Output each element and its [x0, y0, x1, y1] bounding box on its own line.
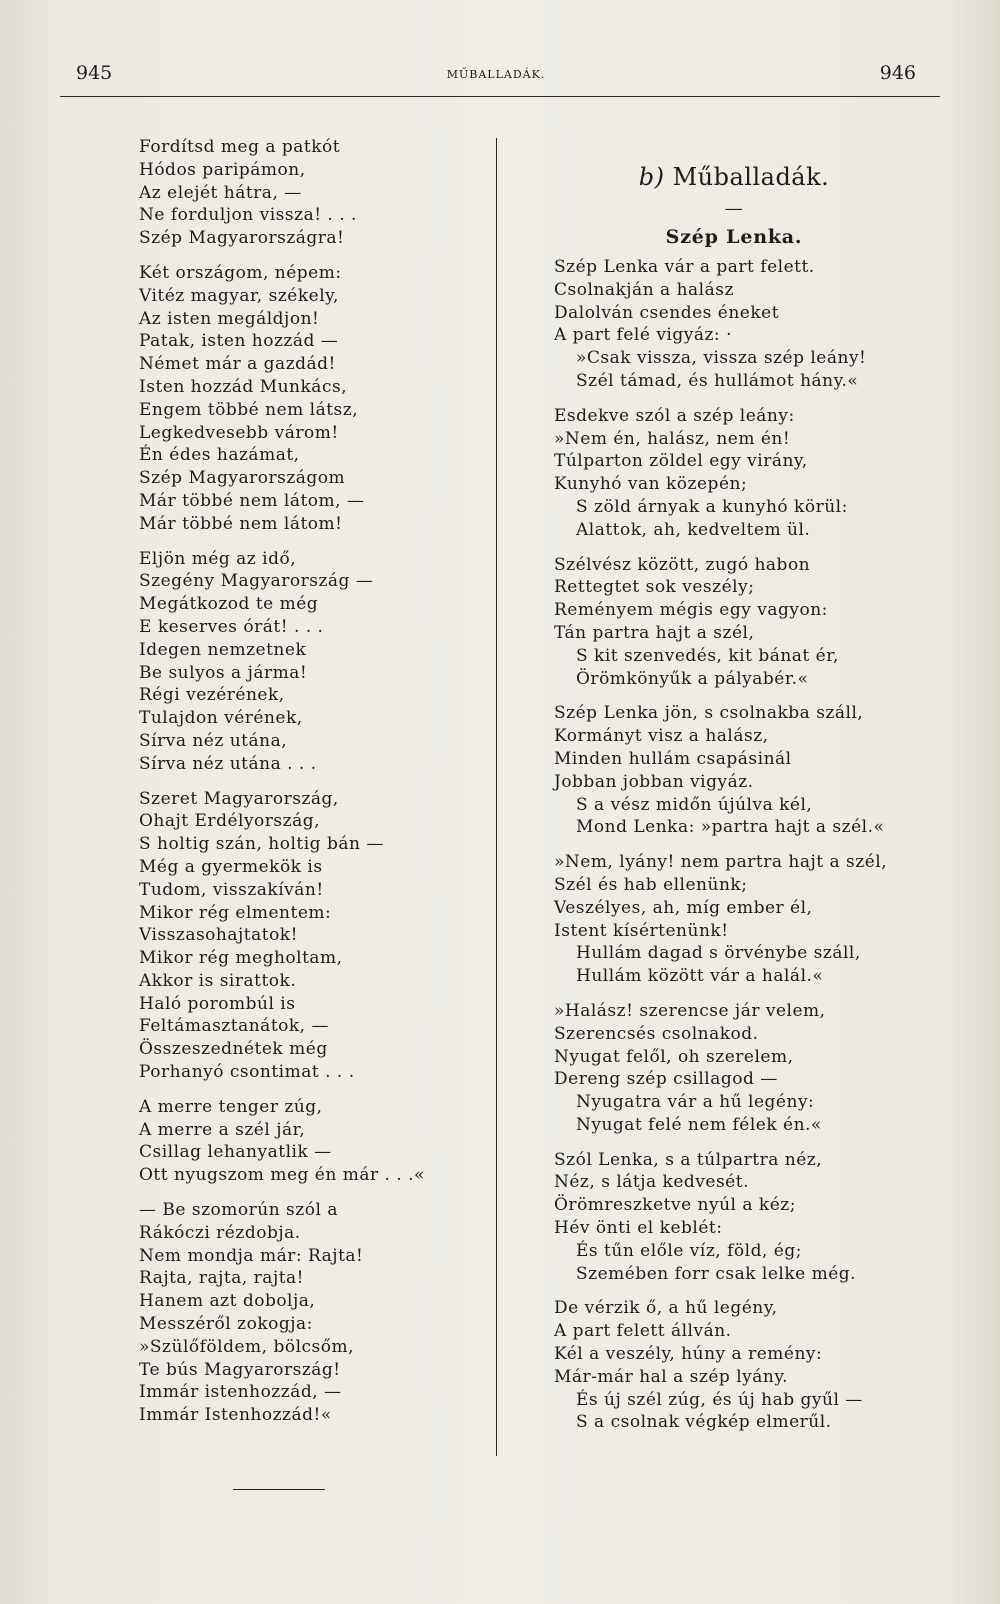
stanza: [554, 1000, 914, 1137]
verse-line: Akkor is sirattok.: [139, 970, 297, 991]
header-rule: [60, 96, 940, 97]
poem-body: [554, 256, 914, 1434]
verse-line: Alattok, ah, kedveltem ül.: [576, 519, 811, 540]
title-dash: —: [724, 198, 744, 219]
verse-line: »Halász! szerencse jár velem,: [554, 1000, 826, 1021]
stanza-gap: [139, 1084, 484, 1096]
verse-line: E keserves órát! . . .: [139, 616, 324, 637]
verse-line: Régi vezérének,: [139, 685, 285, 706]
stanza: [554, 405, 914, 542]
verse-line: Mikor rég elmentem:: [139, 902, 332, 923]
verse-line: Dereng szép csillagod —: [554, 1069, 778, 1090]
verse-line: Hév önti el keblét:: [554, 1218, 723, 1239]
verse-line: Nem mondja már: Rajta!: [139, 1245, 364, 1266]
poem-end-rule: [233, 1489, 325, 1490]
verse-line: Néz, s látja kedvesét.: [554, 1172, 749, 1193]
verse-line: Már többé nem látom, —: [139, 490, 365, 511]
verse-line: Sírva néz utána . . .: [139, 753, 317, 774]
verse-line: Kunyhó van közepén;: [554, 474, 748, 495]
stanza: [139, 1199, 484, 1427]
verse-line: Patak, isten hozzád —: [139, 331, 339, 352]
verse-line: Nyugatra vár a hű legény:: [576, 1092, 815, 1113]
verse-line: Dalolván csendes éneket: [554, 302, 780, 323]
verse-line: Az elejét hátra, —: [139, 182, 302, 203]
verse-line: Minden hullám csapásinál: [554, 748, 792, 769]
verse-line: S holtig szán, holtig bán —: [139, 834, 384, 855]
verse-line: Csillag lehanyatlik —: [139, 1142, 332, 1163]
verse-line: A part felé vigyáz: ·: [554, 325, 732, 346]
verse-line: Feltámasztanátok, —: [139, 1016, 329, 1037]
verse-line: — Be szomorún szól a: [139, 1200, 338, 1221]
verse-line: A merre a szél jár,: [139, 1119, 306, 1140]
verse-line: Legkedvesebb várom!: [139, 422, 339, 443]
verse-line: Hódos paripámon,: [139, 159, 306, 180]
verse-line: Szép Lenka vár a part felett.: [554, 257, 815, 277]
section-title: Műballadák.: [672, 163, 830, 191]
verse-line: Hullám dagad s örvénybe száll,: [576, 943, 861, 964]
verse-line: Jobban jobban vigyáz.: [554, 771, 754, 792]
section-label: b): [638, 163, 665, 191]
verse-line: Két országom, népem:: [139, 262, 342, 283]
stanza-gap: [554, 1285, 914, 1297]
poem-title: Szép Lenka.: [665, 226, 803, 248]
stanza: [139, 136, 484, 250]
verse-line: Rákóczi rézdobja.: [139, 1222, 301, 1243]
stanza: [554, 702, 914, 839]
verse-line: És tűn előle víz, föld, ég;: [576, 1240, 802, 1261]
verse-line: Nyugat felé nem félek én.«: [576, 1114, 822, 1135]
verse-line: Én édes hazámat,: [139, 445, 300, 466]
verse-line: Szeret Magyarország,: [139, 788, 339, 809]
stanza-gap: [139, 536, 484, 548]
stanza: [554, 1297, 914, 1434]
verse-line: Szép Magyarországra!: [139, 228, 345, 249]
stanza-gap: [554, 542, 914, 554]
verse-line: A part felett állván.: [554, 1321, 732, 1342]
verse-line: Sírva néz utána,: [139, 730, 288, 751]
verse-line: Még a gyermekök is: [139, 856, 323, 877]
verse-line: És új szél zúg, és új hab gyűl —: [576, 1389, 863, 1410]
verse-line: Szemében forr csak lelke még.: [576, 1263, 857, 1284]
verse-line: Túlparton zöldel egy virány,: [554, 451, 808, 472]
verse-line: Ohajt Erdélyország,: [139, 811, 321, 832]
verse-line: Kormányt visz a halász,: [554, 726, 769, 747]
verse-line: S a csolnak végkép elmerűl.: [576, 1412, 832, 1433]
verse-line: Szól Lenka, s a túlpartra néz,: [554, 1149, 823, 1170]
verse-line: Hanem azt dobolja,: [139, 1291, 316, 1312]
verse-line: »Csak vissza, vissza szép leány!: [576, 348, 867, 369]
verse-line: Örömkönyűk a pályabér.«: [576, 668, 809, 689]
stanza: [139, 788, 484, 1084]
verse-line: Rajta, rajta, rajta!: [139, 1268, 305, 1289]
verse-line: Szél támad, és hullámot hány.«: [576, 370, 859, 391]
stanza-gap: [554, 988, 914, 1000]
verse-line: Kél a veszély, húny a remény:: [554, 1344, 823, 1365]
stanza: [554, 554, 914, 691]
verse-line: Messzéről zokogja:: [139, 1314, 313, 1335]
verse-line: Idegen nemzetnek: [139, 639, 307, 660]
stanza-gap: [554, 839, 914, 851]
page-number-left: 945: [76, 62, 113, 84]
verse-line: De vérzik ő, a hű legény,: [554, 1298, 778, 1319]
stanza: [139, 1096, 484, 1187]
verse-line: Tán partra hajt a szél,: [554, 622, 755, 643]
verse-line: Mikor rég megholtam,: [139, 948, 343, 969]
verse-line: Haló porombúl is: [139, 993, 296, 1014]
verse-line: Immár istenhozzád, —: [139, 1382, 342, 1403]
verse-line: Vitéz magyar, székely,: [139, 285, 339, 306]
verse-line: Be sulyos a járma!: [139, 662, 308, 683]
verse-line: Szép Magyarországom: [139, 468, 346, 489]
verse-line: Már-már hal a szép lyány.: [554, 1366, 789, 1387]
verse-line: »Szülőföldem, bölcsőm,: [139, 1336, 355, 1357]
verse-line: Fordítsd meg a patkót: [139, 137, 341, 157]
verse-line: Eljön még az idő,: [139, 548, 297, 569]
verse-line: Istent kísértenünk!: [554, 920, 729, 941]
stanza-gap: [554, 393, 914, 405]
verse-line: Ne forduljon vissza! . . .: [139, 205, 357, 226]
left-column: [139, 136, 484, 1427]
verse-line: Isten hozzád Munkács,: [139, 376, 348, 397]
verse-line: Te bús Magyarország!: [139, 1359, 341, 1380]
verse-line: Szél és hab ellenünk;: [554, 874, 748, 895]
verse-line: Esdekve szól a szép leány:: [554, 405, 795, 426]
verse-line: Örömreszketve nyúl a kéz;: [554, 1195, 796, 1216]
stanza: [139, 548, 484, 776]
page-header: [76, 62, 916, 94]
stanza-gap: [139, 250, 484, 262]
stanza: [554, 256, 914, 393]
verse-line: A merre tenger zúg,: [139, 1096, 323, 1117]
stanza-gap: [139, 776, 484, 788]
verse-line: Reményem mégis egy vagyon:: [554, 600, 828, 621]
page-number-right: 946: [879, 62, 916, 84]
verse-line: Szegény Magyarország —: [139, 571, 374, 592]
column-divider: [496, 138, 497, 1456]
verse-line: Tudom, visszakíván!: [139, 879, 324, 900]
stanza-gap: [554, 690, 914, 702]
verse-line: Német már a gazdád!: [139, 354, 336, 375]
stanza: [554, 1149, 914, 1286]
verse-line: Megátkozod te még: [139, 594, 319, 615]
verse-line: Szerencsés csolnakod.: [554, 1023, 759, 1044]
verse-line: Nyugat felől, oh szerelem,: [554, 1046, 794, 1067]
verse-line: S zöld árnyak a kunyhó körül:: [576, 496, 848, 517]
verse-line: Csolnakján a halász: [554, 279, 734, 300]
verse-line: Engem többé nem látsz,: [139, 399, 359, 420]
verse-line: Összeszednétek még: [139, 1039, 328, 1060]
stanza: [139, 262, 484, 536]
verse-line: Porhanyó csontimat . . .: [139, 1062, 355, 1083]
verse-line: S kit szenvedés, kit bánat ér,: [576, 645, 839, 666]
verse-line: »Nem, lyány! nem partra hajt a szél,: [554, 852, 888, 873]
running-title: MŰBALLADÁK.: [446, 68, 546, 81]
verse-line: Már többé nem látom!: [139, 513, 343, 534]
verse-line: Szép Lenka jön, s csolnakba száll,: [554, 703, 864, 724]
verse-line: S a vész midőn újúlva kél,: [576, 794, 813, 815]
stanza-gap: [139, 1187, 484, 1199]
verse-line: Az isten megáldjon!: [139, 308, 320, 329]
verse-line: Hullám között vár a halál.«: [576, 966, 824, 987]
verse-line: Szélvész között, zugó habon: [554, 554, 811, 575]
verse-line: Veszélyes, ah, míg ember él,: [554, 897, 813, 918]
verse-line: Tulajdon vérének,: [139, 708, 303, 729]
verse-line: Rettegtet sok veszély;: [554, 577, 755, 598]
right-column: [554, 136, 914, 1434]
section-heading: [554, 162, 914, 192]
verse-line: »Nem én, halász, nem én!: [554, 428, 791, 449]
verse-line: Immár Istenhozzád!«: [139, 1405, 332, 1426]
verse-line: Visszasohajtatok!: [139, 925, 298, 946]
stanza-gap: [554, 1137, 914, 1149]
verse-line: Ott nyugszom meg én már . . .«: [139, 1165, 425, 1186]
stanza: [554, 851, 914, 988]
verse-line: Mond Lenka: »partra hajt a szél.«: [576, 817, 885, 838]
